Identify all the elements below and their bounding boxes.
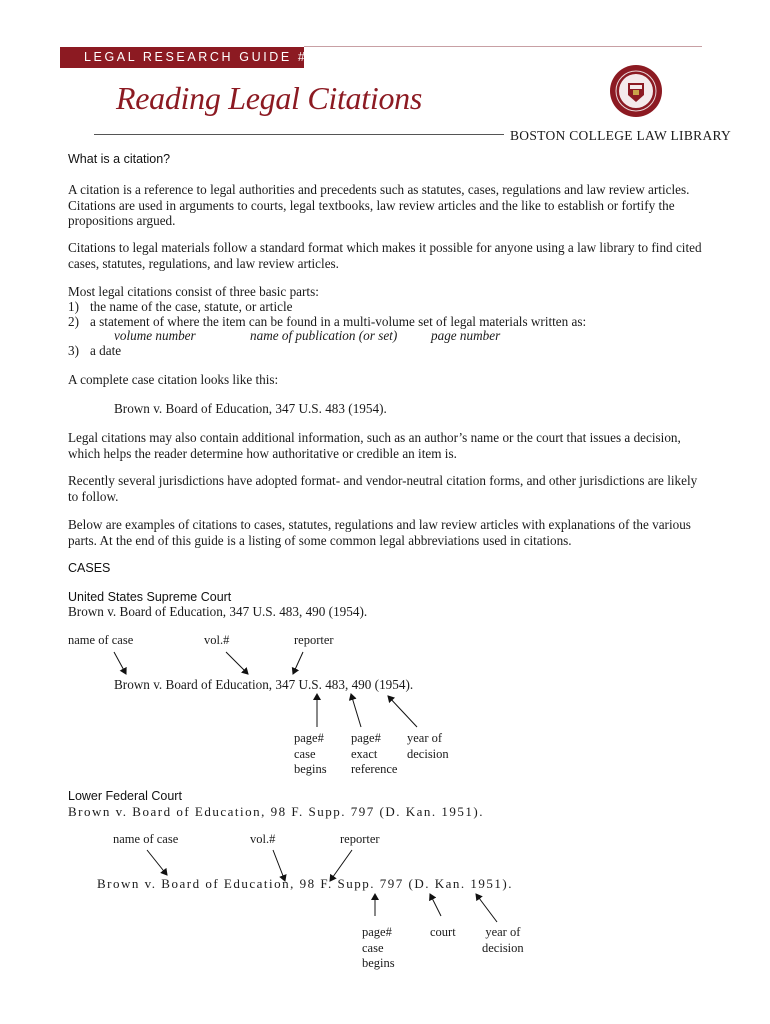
guide-banner: LEGAL RESEARCH GUIDE #1 [60,47,304,68]
lower-label-volume: vol.# [250,832,276,846]
format-term-publication: name of publication (or set) [250,328,398,343]
label-name-of-case: name of case [68,633,134,647]
lower-arrow-volume [273,850,285,881]
supreme-citation: Brown v. Board of Education, 347 U.S. 483, 490 (1954). [68,604,368,619]
part-3-text: a date [90,343,122,358]
library-name: BOSTON COLLEGE LAW LIBRARY [510,128,732,143]
lower-arrow-name-of-case [147,850,167,875]
label-reporter: reporter [294,633,334,647]
subheading-supreme-court: United States Supreme Court [68,590,232,604]
arrow-name-of-case [114,652,126,674]
lower-label-court: court [430,925,456,939]
lower-arrow-reporter [330,850,352,881]
paragraph-neutral-citation: Recently several jurisdictions have adopted format- and vendor-neutral citation forms, and other jurisdictions are likely to follow. [68,473,698,504]
label-page-exact-reference: page# exact reference [351,731,398,776]
label-year-of-decision: year of decision [407,731,449,761]
complete-citation-example: Brown v. Board of Education, 347 U.S. 483 (1954). [114,401,387,416]
paragraph-standard-format: Citations to legal materials follow a standard format which makes it possible for anyone using a law library to find cited cases, statutes, regulations, and law review articles. [68,240,702,271]
part-1-number: 1) [68,299,79,314]
complete-citation-lead: A complete case citation looks like this: [68,372,279,387]
label-volume: vol.# [204,633,230,647]
paragraph-definition: A citation is a reference to legal authorities and precedents such as statutes, cases, regulations and law review articles. Citations are used in arguments to courts, legal textbooks, law review articles and the like to establish or fortify the propositions argued. [68,182,690,228]
section-heading-what-is-citation: What is a citation? [68,152,171,166]
lower-label-page-case-begins: page# case begins [362,925,395,970]
lower-diagram-citation: Brown v. Board of Education, 98 F. Supp. 797 (D. Kan. 1951). [97,876,513,891]
label-page-case-begins: page# case begins [294,731,327,776]
part-2-number: 2) [68,314,79,329]
subheading-lower-federal-court: Lower Federal Court [68,789,182,803]
arrow-volume [226,652,248,674]
lower-citation: Brown v. Board of Education, 98 F. Supp. 797 (D. Kan. 1951). [68,804,484,819]
lower-label-year-of-decision: year of decision [482,925,524,955]
format-term-page: page number [431,328,501,343]
section-heading-cases: CASES [68,561,111,575]
part-2-text: a statement of where the item can be found in a multi-volume set of legal materials written as: [90,314,587,329]
format-term-volume: volume number [114,328,196,343]
part-3-number: 3) [68,343,79,358]
supreme-diagram-citation: Brown v. Board of Education, 347 U.S. 483, 490 (1954). [114,677,414,692]
arrow-reporter [293,652,303,674]
lower-arrow-year [476,894,497,922]
arrow-page-exact [351,694,361,727]
paragraph-examples-intro: Below are examples of citations to cases, statutes, regulations and law review articles with explanations of the various parts. At the end of this guide is a listing of some common legal abbreviations used in citations. [68,517,691,548]
paragraph-additional-info: Legal citations may also contain additional information, such as an author’s name or the court that issues a decision, which helps the reader determine how authoritative or credible an item is. [68,430,681,461]
lower-label-reporter: reporter [340,832,380,846]
arrow-year [388,696,417,727]
part-1-text: the name of the case, statute, or article [90,299,293,314]
parts-lead: Most legal citations consist of three basic parts: [68,284,319,299]
lower-label-name-of-case: name of case [113,832,179,846]
page-title: Reading Legal Citations [116,80,422,116]
lower-arrow-court [430,894,441,916]
